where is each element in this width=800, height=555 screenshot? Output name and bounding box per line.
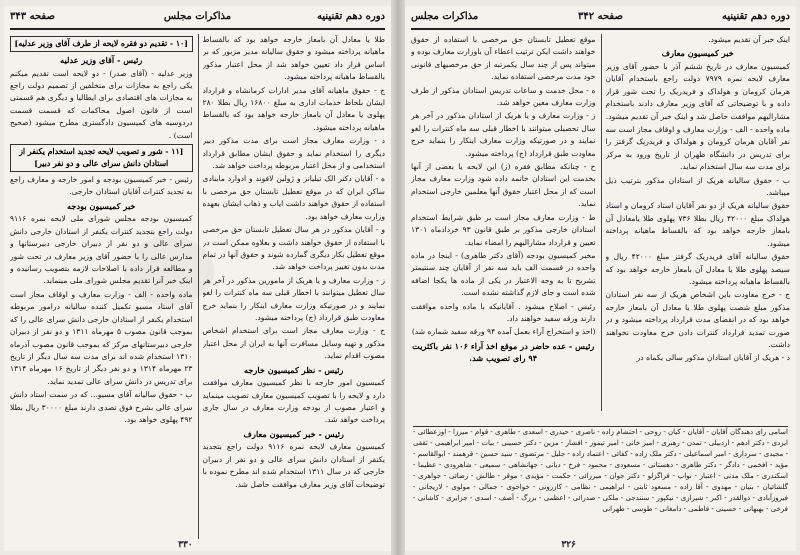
left-page-header — [10, 8, 385, 30]
right-page-header — [411, 8, 790, 30]
paragraph: کمیسیون معارف در تاریخ ششم آذر با حضور آقای وزیر معارف لایحه نمره ۷۹۷۹ دولت راجع باستخدام آقایان هرمان کرومان و هولداک و فریدریک را تحت شور قرار داده و با توضیحاتی که آقای وزیر معارف دادند باستخدام مشارالیهم موافقت حاصل شد و اینک خبر آن تقدیم میشود. — [605, 62, 790, 121]
left-header-title: مذاکرات مجلس — [163, 11, 232, 22]
paragraph: ح - وزارت معارف مجاز است برای استخدام اشخاص مذکور و تهیه وسایل مسافرت آنها به ایران از محل اعتبار مصوب اقدام نماید. — [202, 326, 385, 361]
right-page-right-column — [606, 34, 791, 411]
paragraph: ماده واحده - الف - وزارت معارف و اوقاف مجاز است سه نفر آقایان هرمان کرومان و هولداک و فریدریک گرفتز را برای تدریس در دانشگاه طهران از تاریخ ورود به مرکز برای مدت سه سال استخدام نماید. — [605, 125, 790, 172]
paragraph: ه - محل خدمت و ساعات تدریس استادان مذکور از طرف وزارت معارف معین خواهد شد. — [411, 85, 596, 108]
right-page-left-column — [411, 34, 596, 411]
right-page-number: ۳۲۶ — [561, 540, 576, 550]
section-heading: خبر کمیسیون بودجه — [67, 200, 136, 211]
voters-list: اسامی رای دهندگان آقایان - آقایان - کیان - روحی - احتشام زاده - ناصری - حیدری - اسعدی - طاهری - قوام - میرزا - اوزعطائی - ایزدی - دکتر ادهم - اردبیلی - تمدن - رهبری - امیر خانی - امیر تیمور - افشار - مزین - دکتر حسینی - بیات - امیر ابراهیمی - ثقفی - مجیدی - سرداری - امیر اسماعیلی - دکتر ملک زاده - کفائی - اعتماد زاده - جلیل - مرتضوی - سید حسین - فرهمند - ابوالقاسم - مؤید - افخمی - دادگر - دکتر طاهری - دهستانی - مسعودی - محمود - فرخ - دیانی - جهانشاهی - سمیعی - شاهرودی - عظیما - اسکندری - ملک مدنی - اعتبار - نواب - قراگزلو - دکتر جوان - میرزائی - حکمت - مؤیدی - موقر - طالش - رضائی - جواهری - گلشائیان - بنیان - مهدوی - آقا زاده - مسعود ثابتی - ابراهیمی - نظامی - کازرونی - خواجوی - جمالی - مولوی - لاریجانی - فیروزآبادی - ذوالقدر - اکبر - شیرازی - نیکپور - سنندجی - ملکی - صدرائی - اعظمی - بزرگ - آصف - اسدی - جزایری - کاشانی - فرخی - بهبهانی - حسینی - فاطمی - دامغانی - طوسی - طهرانی — [413, 428, 788, 513]
paragraph: ز - وزارت معارف و یا هریک از استادان مذکور در آخر هر سال تحصیلی میتوانند با اخطار قبلی سه ماه کنترات را لغو نمایند و در صورتیکه وزارت معارف اینکار را بنماید خرج معاودت طبق قرارداد (ج) پرداخته میشود. — [411, 111, 596, 158]
voters-list-box — [413, 426, 788, 537]
right-page-columns — [411, 34, 790, 411]
paragraph: حقوق سالیانه آقای فریدریک گرفتز مبلغ ۴۲۰۰۰ ریال و سیصد پهلوی طلا یا معادل آن بامعاز خارجه خواهد بود که بالقساط ماهیانه پرداخته میشود. — [605, 252, 790, 286]
left-page-columns — [10, 34, 385, 539]
book-gutter — [391, 0, 405, 555]
paragraph: د - هریک از آقایان استادان مذکور سالی یکماه در — [636, 353, 790, 363]
paragraph: د - وزارت معارف مجاز است برای مدت مذکور دبیر دیگری را استخدام نماید و حقوق ایشان مطابق قرارداد استخدامی و از محل اعتبار مربوطه پرداخت خواهد شد. — [202, 136, 385, 171]
paragraph: کمیسیون معارف لایحه نمره ۹۱۱۶ دولت راجع بتجدید یکنفر از استادان دانش سرای عالی و دو نفر از دبیران خارجی که در سال ۱۳۱۱ استخدام شده اند مطرح نموده با توضیحات آقای وزیر معارف موافقت حاصل شد. — [202, 442, 385, 489]
paragraph: کمیسیون امور خارجه با نظر کمیسیون معارف موافقت دارد و لایحه را با تصویب کمیسیون معارف تصویب مینماید و اعتبار مصوب از بودجه وزارت معارف در سال جاری پرداخت خواهد شد. — [202, 378, 385, 425]
paragraph: کمیسیون بودجه مجلس شورای ملی لایحه نمره ۹۱۱۶ دولت راجع بتجدید کنترات یکنفر از استادان خارجی دانش سرای عالی و دو نفر از دبیران خارجی دبیرستانها و مدارس عالی را با حضور آقای وزیر معارف در تحت شور و مطالعه قرار داده با اصلاحات لازمه بتصویب رسانیده و اینک خبر آنرا تقدیم مجلس شورای ملی مینماید. — [10, 214, 193, 286]
left-header-page-label: صفحه ۳۴۳ — [10, 11, 55, 22]
paragraph: ب - حقوق سالیانه هریک از استادان مذکور بترتیب ذیل میباشد. — [605, 175, 790, 198]
left-page-left-column — [10, 34, 193, 539]
paragraph: رئیس - اصلاح میشود . آقایانیکه با ماده واحده موافقت دارند ورقه سفید خواهند داد. — [411, 301, 596, 323]
paragraph: حقوق سالیانه هریک از دو نفر آقایان استاد کرومان و استاد هولداک مبلغ ۴۲۰۰۰ ریال بطلا ۷۳۶ پهلوی طلا یامعادل آن بامعاز خارجه خواهد بود که بالقساط ماهیانه پرداخته میشود. — [605, 201, 790, 248]
paragraph: موقع تعطیل تابستان حق مرخصی با استفاده از حقوق خواهند داشت ایکن ترتیب اعطاء آن باوزارت معارف بوده و میتواند پس از چند سال یکمرتبه از حق مرخصیهای قانونی خود مدت مرخصی استفاده نماید. — [411, 35, 596, 82]
left-header-session: دوره دهم تقنینیه — [317, 11, 385, 22]
right-header-session: دوره دهم تقنینیه — [722, 11, 790, 22]
column-rule — [198, 34, 199, 539]
left-page — [4, 6, 391, 551]
paragraph: وزیر عدلیه - (آقای صدر) - دو لایحه است تقدیم میکنم یکی راجع به مجازات برای متخلفین از تصمیم دولت راجع به مجازات های اقتصادی برای ایطالیا و دیگری هم قسمتی است از قانون اصول محاکمات که قسمت قسمت دردوسیه های کمیسیون دادگستری مطرح میشود (صحیح است) . — [10, 68, 193, 140]
paragraph: (اخذ و استخراج آراء بعمل آمده ۹۴ ورقه سفید شماره شد) — [411, 327, 596, 337]
right-page — [405, 6, 796, 551]
paragraph: و - آقایان مذکور در هر سال تعطیل تابستان حق مرخصی با استفاده از حقوق خواهند داشت و بعلاوه ممکن است در موقع تعطیل بکار دیگری گمارده شوند و حقوق آنها در تمام مدت بدون تغییر پرداخت خواهد شد. — [202, 225, 385, 272]
section-heading: رئیس - آقای وزیر عدلیه — [60, 55, 143, 65]
paragraph: ج - خرج معاودت باین اشخاص هریک از سه نفر استادان مذکور مبلغ شصت پهلوی طلا یا معادل آن بامعاز خارجه خواهد بود که در انقضای مدت قرارداد پرداخته میشود و در صورت تمدید قرارداد کنترات دادن خرج معاودت نخواهند داشت. — [605, 290, 790, 349]
agenda-item-heading: [۱۱ - شور و تصویب لایحه تجدید استخدام یکنفر از استادان دانش سرای عالی و دو نفر دبیر] — [10, 144, 193, 172]
right-header-page-label: صفحه ۳۴۲ — [578, 11, 623, 22]
column-rule — [601, 34, 602, 411]
paragraph: ه - آقایان دکتر الک تیلیانز و ژولین لافوند و ادوارد مابنادی ساکن ایران که در موقع تعطیل تابستان حق مرخصی با استفاده از حقوق خواهند داشت ایاب و ذهاب ایشان بعهده وزارت معارف خواهد بود. — [202, 174, 385, 221]
agenda-item-heading: [۱۰ - تقدیم دو فقره لایحه از طرف آقای وزیر عدلیه] — [10, 36, 193, 52]
left-page-number: ۳۳۰ — [178, 540, 193, 550]
paragraph: ماده واحده - الف - وزارت معارف و اوقاف مجاز است آقای استاد مسیو تکمیل کننده سالیانه درامور مربوطه استخدام یکنفر از استادان خارجی دانش سرای عالی را که بموجب قانون مصوب ۵ مهرماه ۱۳۱۱ و دو نفر از دبیران خارجی دبیرستانهای مرکز که بموجب قانون مصوب آذرماه ۱۳۱۰ استخدام شده اند برای مدت سه سال دیگر از تاریخ ۲۳ مهرماه ۱۳۱۴ و دو نفر دیگر از تاریخ ۱۶ مهرماه ۱۳۱۴ برای تدریس در دانش سرای عالی تمدید نماید. — [10, 289, 193, 386]
paragraph: ز - وزارت معارف و یا هریک از مامورین مذکور در آخر هر سال تعطیل میتوانند با اخطار قبلی سه ماه کنترات را لغو نمایند و در صورتیکه وزارت معارف اینکار را بنماید خرج معاودت طبق قرارداد (ج) پرداخته میشود. — [202, 275, 385, 322]
paragraph: رئیس - خبر کمیسیون بودجه و امور خارجه و معارف راجع به تجدید کنترات آقایان استادان خارجی. — [10, 175, 193, 197]
paragraph: مخبر کمیسیون بودجه (آقای دکتر طاهری) - اینجا در ماده واحده در قسمت الف باید سه نفر از آقایان چند سنتیمتر تشریح تا به وجه الاعتبار در یکی از ماده ها یکجا اضافه شده است و جای لازم گذاشته نشده است. — [411, 250, 596, 298]
section-heading: رئیس - خبر کمیسیون معارف — [243, 428, 344, 439]
paragraph: اینک خبر آن تقدیم میشود. — [708, 35, 790, 44]
left-page-right-column — [203, 34, 386, 539]
paragraph: ج - حقوق ماهیانه آقای مدیر ادارات کرمانشاه و قرارداد ایشان بلحاظ خدمات اداری به مبلغ ۱۶۸۰۰ ریال بطلا ۲۸۰ پهلوی یا معادل آن بامعاز خارجه خواهد بود که بالقساط ماهیانه پرداخته میشود. — [202, 85, 385, 132]
paragraph: ط - وزارت معارف مجاز است بر طبق شرایط استخدام استادان خارجی مذکور بر طبق قانون ۹۳ خردادماه ۱۳۰۱ تعیین و قرارداد مشارالیهم را امضاء نماید. — [411, 212, 596, 247]
section-heading: رئیس - نظر کمیسیون خارجه — [243, 364, 344, 375]
paragraph: ح - چنانکه مطابق فقره (ز) این لایحه یا بعضی از آنها بخدمت این استادان خاتمه داده شود وزارت معارف مجاز است که از محل اعتبار حقوق آنها معلمین خارجی استخدام نماید. — [411, 162, 596, 209]
paragraph: ب - حقوق سالیانه آقای مسیو... که در سمت استاد دانش سرای عالی بشرح فوق تصدی دارند مبلغ ۳۰۰۰۰ ریال بطلا ۴۹۲ پهلوی خواهد بود. — [10, 390, 193, 424]
section-heading: خبر کمیسیون معارف — [661, 48, 734, 59]
right-header-title: مذاکرات مجلس — [411, 11, 479, 22]
section-heading: رئیس - عده حاضر در موقع اخذ آراء ۱۰۶ نفر باکثریت ۹۴ رای تصویب شد. — [412, 340, 595, 364]
paragraph: طلا یا معادل آن بامعاز خارجه خواهد بود که بالقساط ماهیانه پرداخته میشود و حقوق سالیانه مدیر مزبور که بر اساس قرار داد تعیین خواهد شد از محل اعتبار مذکور بالقساط ماهیانه پرداخته میشود. — [202, 35, 385, 82]
